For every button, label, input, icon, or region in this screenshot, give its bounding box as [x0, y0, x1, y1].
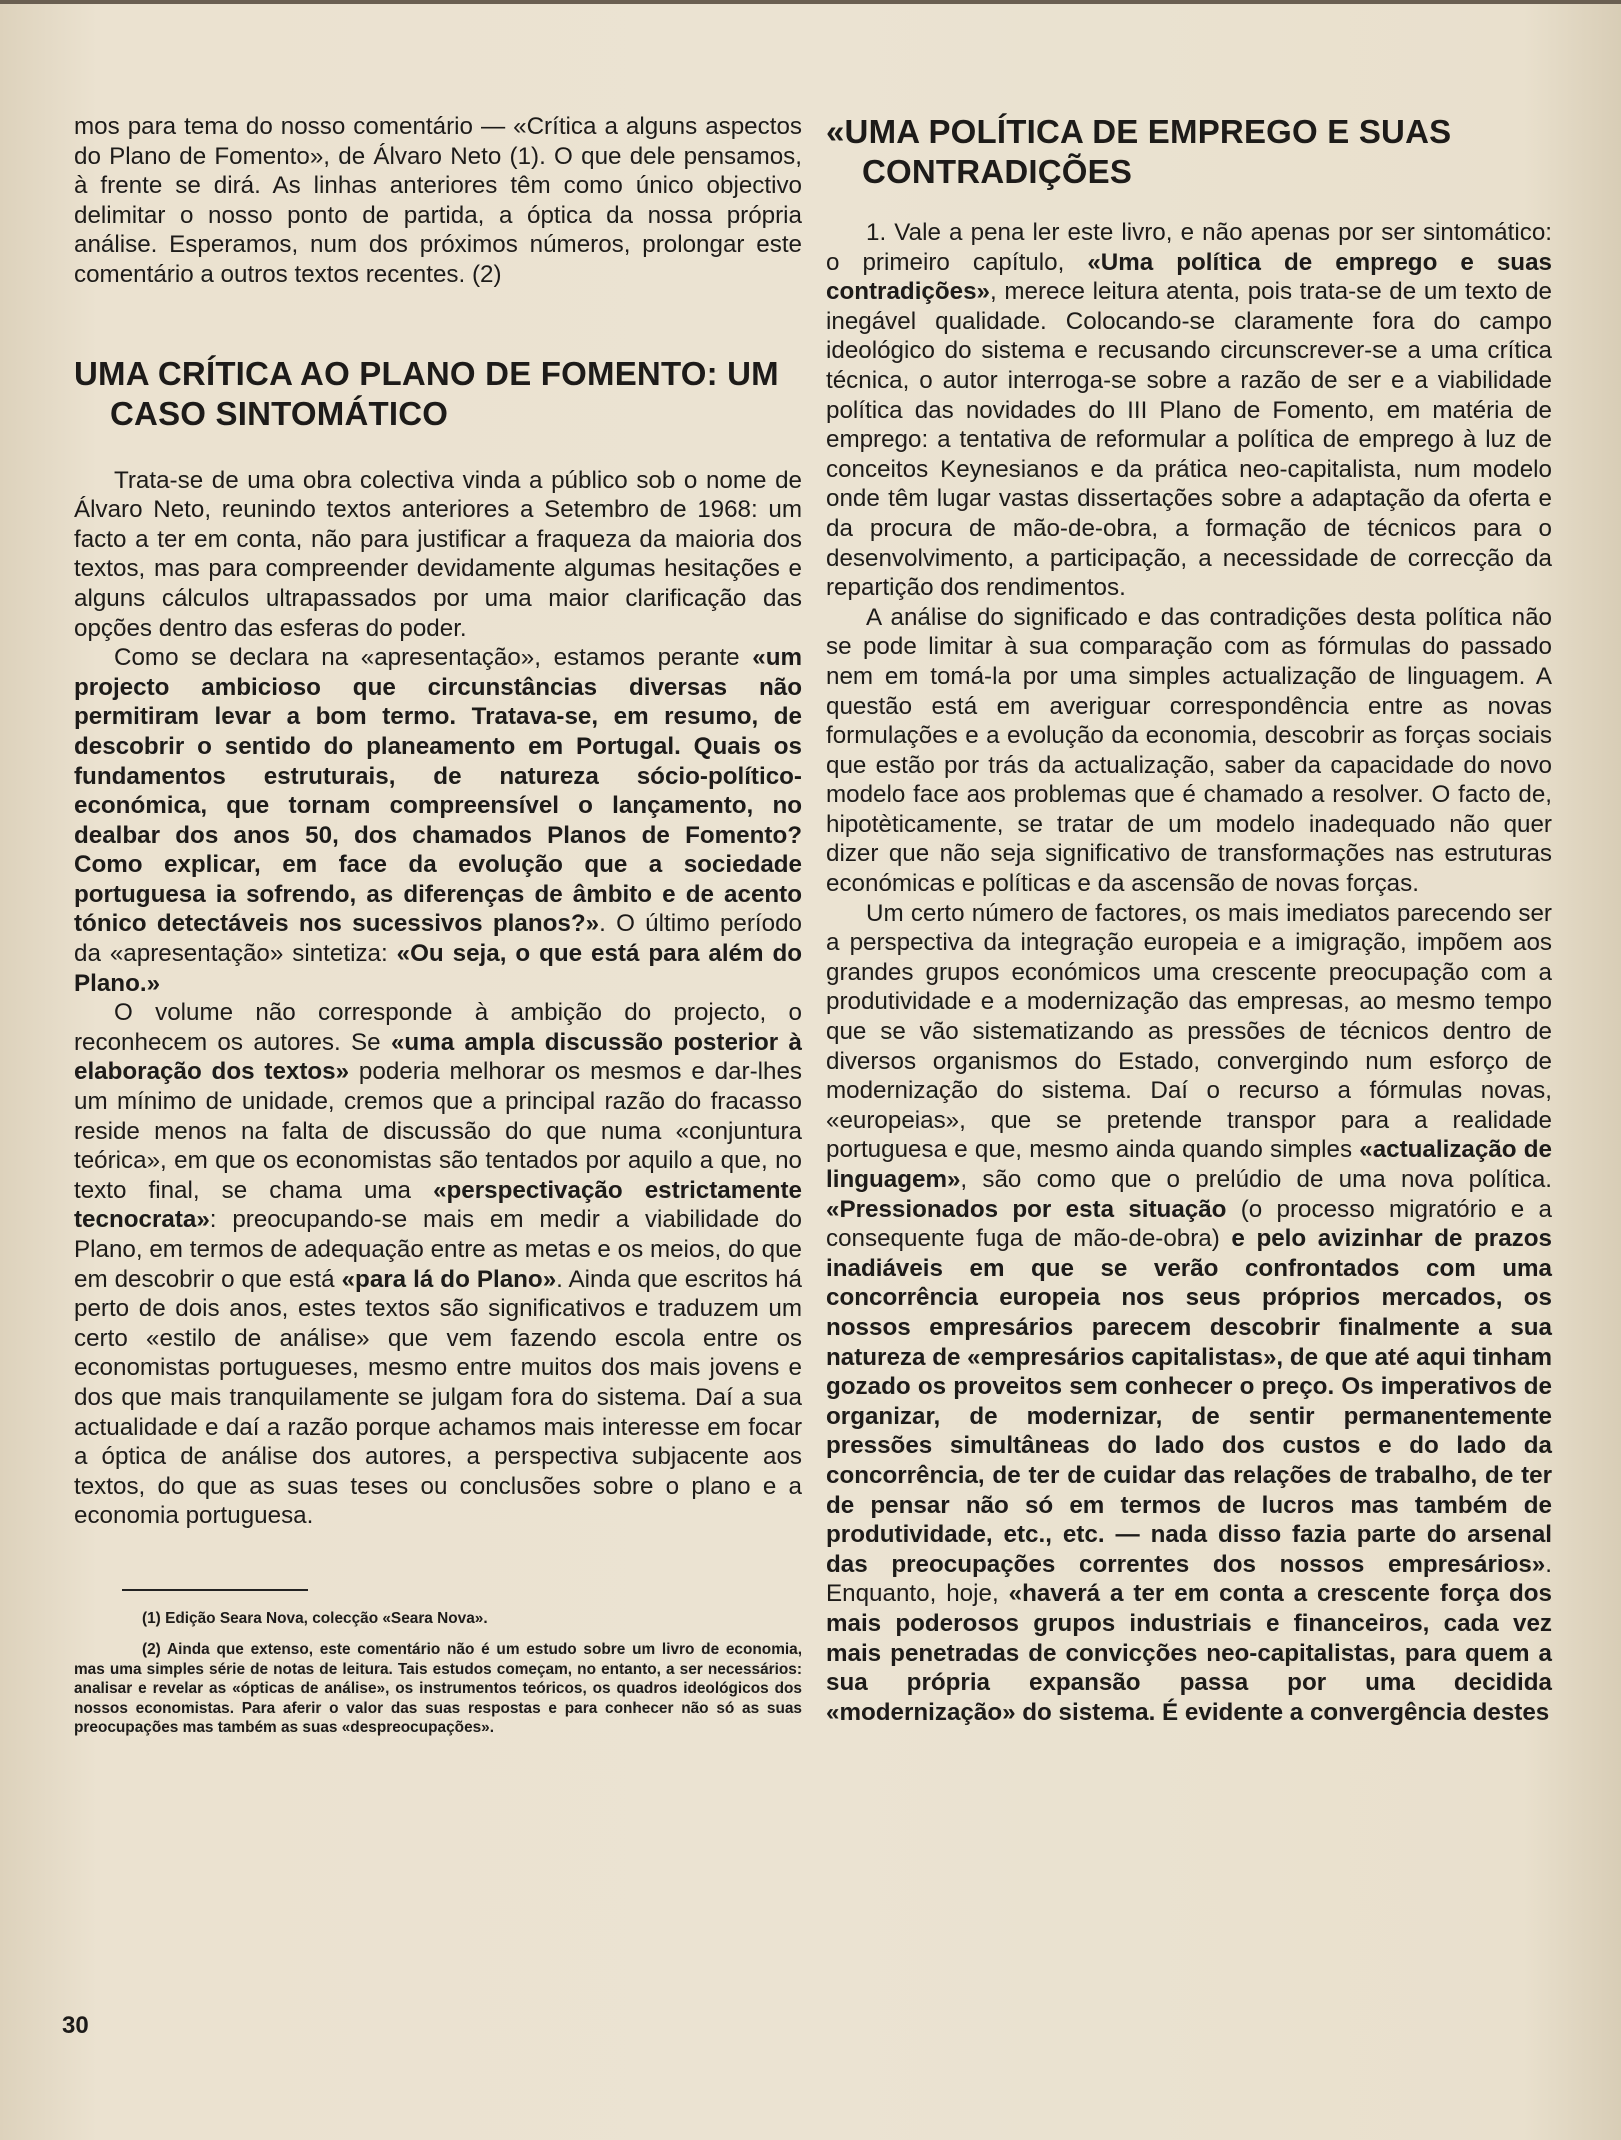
- text-run: , são como que o prelúdio de uma nova política.: [960, 1166, 1552, 1193]
- top-edge-line: [0, 0, 1621, 4]
- right-column: [826, 112, 1552, 1727]
- bold-quote: «actualização de linguagem»: [826, 1136, 1552, 1193]
- text-run: , merece leitura atenta, pois trata-se de um texto de inegável qualidade. Colocando-se claramente fora do campo ideológico do sistema e recusando circunscrever-se a uma crítica técnica, o autor interroga-se sobre a razão de ser e a viabilidade política das novidades do III Plano de Fomento, em matéria de emprego: a tentativa de reformular a política de emprego à luz de conceitos Keynesianos e da prática neo-capitalista, num modelo onde têm lugar vastas dissertações sobre a adaptação da oferta e da procura de mão-de-obra, a formação de técnicos para o desenvolvimento, a participação, a necessidade de correcção da repartição dos rendimentos.: [826, 278, 1552, 602]
- footnote-1: (1) Edição Seara Nova, colecção «Seara Nova».: [142, 1609, 488, 1627]
- text-run: O volume não corresponde à ambição do projecto, o reconhecem os autores. Se: [74, 999, 802, 1056]
- text-run: poderia melhorar os mesmos e dar-lhes um mínimo de unidade, cremos que a principal razão do fracasso reside menos na falta de discussão do que numa «conjuntura teórica», em que os economistas são tentados por aquilo a que, no texto final, se chama uma: [74, 1058, 803, 1204]
- bold-quote: «haverá a ter em conta a crescente força dos mais poderosos grupos industriais e financeiros, cada vez mais penetradas de convicções neo-capitalistas, para quem a sua própria expansão passa por uma decidida «modernização» do sistema. É evidente a convergência destes: [826, 1580, 1552, 1726]
- text-run: Um certo número de factores, os mais imediatos parecendo ser a perspectiva da integração europeia e a imigração, impõem aos grandes grupos económicos uma crescente preocupação com a produtividade e a modernização das empresas, ao mesmo tempo que se vão sistematizando as pressões de técnicos dentro de diversos organismos do Estado, convergindo num esforço de modernização do sistema. Daí o recurso a fórmulas novas, «europeias», que se pretende transpor para a realidade portuguesa e que, mesmo ainda quando simples: [826, 899, 1552, 1164]
- paragraph-apresentacao: [74, 643, 802, 998]
- section-heading-critica: UMA CRÍTICA AO PLANO DE FOMENTO: UM CASO SINTOMÁTICO: [74, 354, 779, 432]
- text-run: 1. Vale a pena ler este livro, e não apenas por ser sintomático: o primeiro capítulo,: [826, 219, 1552, 276]
- bold-quote: «Pressionados por esta situação: [826, 1195, 1227, 1223]
- bold-quote: «para lá do Plano»: [341, 1265, 557, 1293]
- paragraph-analise-significado: A análise do significado e das contradições desta política não se pode limitar à sua comparação com as fórmulas do passado nem em tomá-la por uma simples actualização de linguagem. A questão está em averiguar correspondência entre as novas formulações e a evolução da economia, descobrir as forças sociais que estão por trás da actualização, saber da capacidade do novo modelo face aos problemas que é chamado a resolver. O facto de, hipotèticamente, se tratar de um modelo inadequado não quer dizer que não seja significativo de transformações nas estruturas económicas e políticas e da ascensão de novas forças.: [826, 603, 1552, 898]
- text-run: . Ainda que escritos há perto de dois anos, estes textos são significativos e traduzem um certo «estilo de análise» que vem fazendo escola entre os economistas portugueses, mesmo entre muitos dos mais jovens e dos que mais tranquilamente se julgam fora do sistema. Daí a sua actualidade e daí a razão porque achamos mais interesse em focar a óptica de análise dos autores, a perspectiva subjacente aos textos, do que as suas teses ou conclusões sobre o plano e a economia portuguesa.: [74, 1265, 802, 1530]
- bold-quote: e pelo avizinhar de prazos inadiáveis em que se verão confrontados com uma concorrência europeia nos seus próprios mercados, os nossos empresários parecem descobrir finalmente a sua natureza de «empresários capitalistas», de que até aqui tinham gozado os proveitos sem conhecer o preço. Os imperativos de organizar, de modernizar, de sentir permanentemente pressões simultâneas do lado dos custos e do lado da concorrência, de ter de cuidar das relações de trabalho, de ter de pensar não só em termos de lucros mas também de produtividade, etc., etc. — nada disso fazia parte do arsenal das preocupações correntes dos nossos empresários»: [826, 1225, 1552, 1578]
- text-run: : preocupando-se mais em medir a viabilidade do Plano, em termos de adequação entre as metas e os meios, do que em descobrir o que está: [74, 1206, 802, 1293]
- text-run: . O último período da «apresentação» sintetiza:: [74, 910, 802, 968]
- text-run: Como se declara na «apresentação», estamos perante: [114, 644, 753, 672]
- paragraph-volume: [74, 998, 802, 1531]
- paragraph-factores: [826, 899, 1552, 1728]
- paragraph-obra-colectiva: Trata-se de uma obra colectiva vinda a público sob o nome de Álvaro Neto, reunindo textos anteriores a Setembro de 1968: um facto a ter em conta, não para justificar a fraqueza da maioria dos textos, mas para compreender devidamente algumas hesitações e alguns cálculos ultrapassados por uma maior clarificação das opções dentro das esferas do poder.: [74, 466, 802, 642]
- footnote-2: (2) Ainda que extenso, este comentário não é um estudo sobre um livro de economia, mas uma simples série de notas de leitura. Tais estudos começam, no entanto, a ser necessários: analisar e revelar as «ópticas de análise», os instrumentos teóricos, os quadros ideológicos dos nossos economistas. Para aferir o valor das suas respostas e para conhecer não só as suas preocupações mas também as suas «despreocupações».: [74, 1641, 802, 1736]
- text-run: (o processo migratório e a consequente fuga de mão-de-obra): [826, 1195, 1552, 1253]
- footnote-rule: [122, 1589, 308, 1591]
- left-column: [74, 112, 802, 1737]
- bold-quote: «perspectivação estrictamente tecnocrata»: [74, 1176, 802, 1234]
- bold-quote: «Uma política de emprego e suas contradições»: [826, 248, 1552, 306]
- section-heading-politica-emprego: «UMA POLÍTICA DE EMPREGO E SUAS CONTRADIÇÕES: [826, 113, 1452, 190]
- text-run: . Enquanto, hoje,: [826, 1550, 1552, 1608]
- paragraph-vale-a-pena: [826, 218, 1552, 603]
- bold-quote: «uma ampla discussão posterior à elaboração dos textos»: [74, 1028, 802, 1086]
- bold-quote: «um projecto ambicioso que circunstâncias diversas não permitiram levar a bom termo. Tratava-se, em resumo, de descobrir o sentido do planeamento em Portugal. Quais os fundamentos estruturais, de natureza sócio-político-económica, que tornam compreensível o lançamento, no dealbar dos anos 50, dos chamados Planos de Fomento? Como explicar, em face da evolução que a sociedade portuguesa ia sofrendo, as diferenças de âmbito e de acento tónico detectáveis nos sucessivos planos?»: [74, 644, 802, 938]
- page-number: 30: [62, 2012, 89, 2039]
- bold-quote: «Ou seja, o que está para além do Plano.»: [74, 940, 803, 997]
- intro-paragraph: mos para tema do nosso comentário — «Crítica a alguns aspectos do Plano de Fomento», de Álvaro Neto (1). O que dele pensamos, à frente se dirá. As linhas anteriores têm como único objectivo delimitar o nosso ponto de partida, a óptica da nossa própria análise. Esperamos, num dos próximos números, prolongar este comentário a outros textos recentes. (2): [74, 113, 802, 288]
